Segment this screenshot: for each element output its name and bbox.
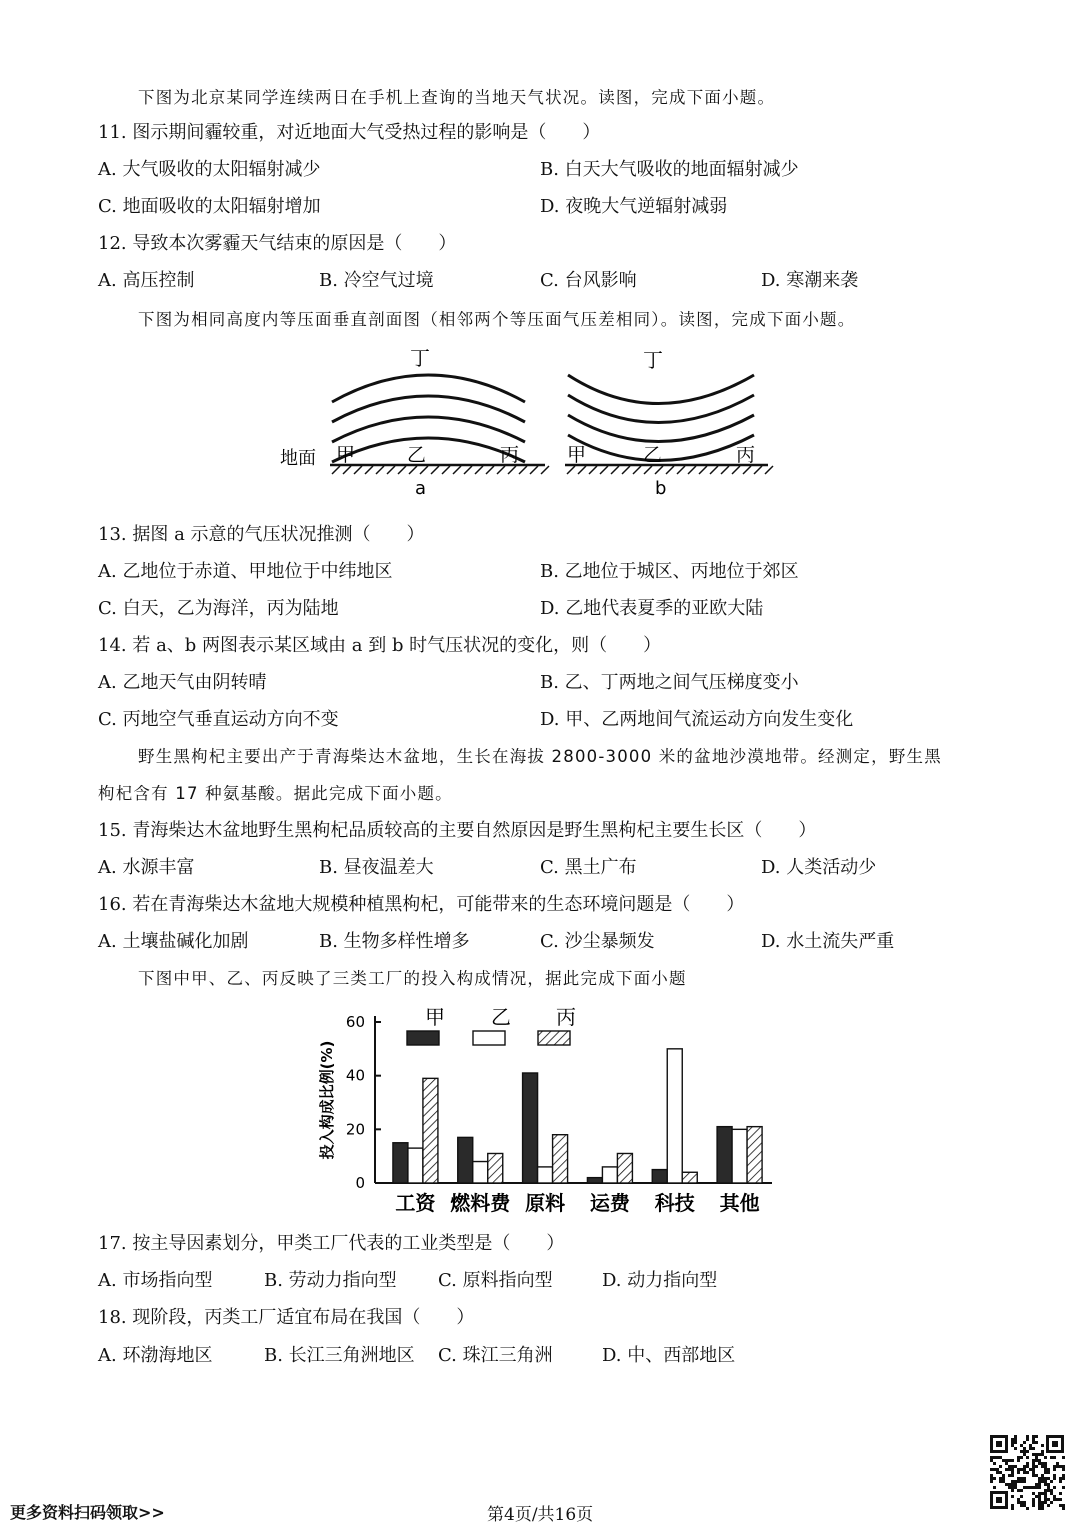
question-16-option-b[interactable]: B. 生物多样性增多 [319, 931, 470, 952]
question-13-option-c[interactable]: C. 白天，乙为海洋，丙为陆地 [98, 598, 339, 619]
label-yi-b: 乙 [643, 444, 663, 466]
question-12-option-c[interactable]: C. 台风影响 [540, 270, 637, 291]
y-axis-label: 投入构成比例(%) [318, 1040, 336, 1160]
question-15-option-d[interactable]: D. 人类活动少 [761, 857, 877, 878]
legend-label-甲: 甲 [425, 1005, 445, 1029]
factory-input-bar-chart [310, 1000, 780, 1225]
y-tick-label: 40 [345, 1066, 365, 1085]
caption-b: b [655, 478, 667, 499]
question-18-option-a[interactable]: A. 环渤海地区 [98, 1345, 213, 1366]
y-tick-label: 20 [345, 1120, 365, 1139]
question-11-stem: 11. 图示期间霾较重，对近地面大气受热过程的影响是（ ） [98, 122, 601, 143]
bar-甲-原料 [523, 1073, 538, 1183]
intro-text-goji-line2: 枸杞含有 17 种氨基酸。据此完成下面小题。 [98, 784, 453, 803]
x-tick-label: 燃料费 [450, 1191, 511, 1215]
footer-more-resources-link[interactable]: 更多资料扫码领取>> [10, 1503, 165, 1522]
question-15-stem: 15. 青海柴达木盆地野生黑枸杞品质较高的主要自然原因是野生黑枸杞主要生长区（ ） [98, 820, 817, 841]
x-tick-label: 科技 [654, 1191, 695, 1215]
question-14-stem: 14. 若 a、b 两图表示某区域由 a 到 b 时气压状况的变化，则（ ） [98, 635, 662, 656]
question-13-stem: 13. 据图 a 示意的气压状况推测（ ） [98, 524, 425, 545]
caption-a: a [415, 478, 427, 499]
question-16-option-a[interactable]: A. 土壤盐碱化加剧 [98, 931, 249, 952]
bar-丙-运费 [617, 1153, 632, 1183]
label-yi-a: 乙 [407, 444, 427, 466]
question-17-stem: 17. 按主导因素划分，甲类工厂代表的工业类型是（ ） [98, 1233, 565, 1254]
question-16-stem: 16. 若在青海柴达木盆地大规模种植黑枸杞，可能带来的生态环境问题是（ ） [98, 894, 745, 915]
label-jia-b: 甲 [567, 444, 587, 466]
question-14-option-a[interactable]: A. 乙地天气由阴转晴 [98, 672, 267, 693]
bar-甲-运费 [587, 1178, 602, 1183]
label-bing-a: 丙 [500, 444, 520, 466]
bar-乙-科技 [667, 1049, 682, 1183]
question-11-option-c[interactable]: C. 地面吸收的太阳辐射增加 [98, 196, 321, 217]
question-15-option-c[interactable]: C. 黑土广布 [540, 857, 637, 878]
legend-label-乙: 乙 [491, 1005, 511, 1029]
question-17-option-c[interactable]: C. 原料指向型 [438, 1270, 553, 1291]
bar-甲-工资 [393, 1143, 408, 1183]
question-14-option-c[interactable]: C. 丙地空气垂直运动方向不变 [98, 709, 339, 730]
question-13-option-a[interactable]: A. 乙地位于赤道、甲地位于中纬地区 [98, 561, 393, 582]
question-11-option-d[interactable]: D. 夜晚大气逆辐射减弱 [540, 196, 728, 217]
y-tick-label: 0 [355, 1174, 365, 1192]
y-tick-label: 60 [345, 1013, 365, 1031]
label-jia-a: 甲 [336, 444, 356, 466]
question-12-stem: 12. 导致本次雾霾天气结束的原因是（ ） [98, 233, 457, 254]
bar-乙-燃料费 [473, 1162, 488, 1183]
question-13-option-b[interactable]: B. 乙地位于城区、丙地位于郊区 [540, 561, 799, 582]
bar-甲-其他 [717, 1127, 732, 1183]
label-ding-b: 丁 [643, 348, 663, 372]
bar-丙-工资 [423, 1078, 438, 1183]
qr-code[interactable] [988, 1433, 1066, 1511]
legend-swatch-甲 [407, 1031, 439, 1045]
bar-乙-原料 [538, 1167, 553, 1183]
bar-丙-其他 [747, 1127, 762, 1183]
x-tick-label: 工资 [395, 1191, 436, 1215]
question-12-option-a[interactable]: A. 高压控制 [98, 270, 195, 291]
x-tick-label: 原料 [525, 1191, 566, 1215]
x-tick-label: 运费 [589, 1191, 630, 1215]
intro-text-isobar: 下图为相同高度内等压面垂直剖面图（相邻两个等压面气压差相同）。读图，完成下面小题。 [138, 310, 856, 329]
bar-甲-科技 [652, 1170, 667, 1183]
question-11-option-a[interactable]: A. 大气吸收的太阳辐射减少 [98, 159, 321, 180]
question-15-option-b[interactable]: B. 昼夜温差大 [319, 857, 434, 878]
question-13-option-d[interactable]: D. 乙地代表夏季的亚欧大陆 [540, 598, 764, 619]
bar-乙-工资 [408, 1148, 423, 1183]
question-16-option-c[interactable]: C. 沙尘暴频发 [540, 931, 655, 952]
question-11-option-b[interactable]: B. 白天大气吸收的地面辐射减少 [540, 159, 799, 180]
question-16-option-d[interactable]: D. 水土流失严重 [761, 931, 895, 952]
question-18-option-b[interactable]: B. 长江三角洲地区 [264, 1345, 415, 1366]
question-12-option-b[interactable]: B. 冷空气过境 [319, 270, 434, 291]
bar-丙-原料 [553, 1135, 568, 1183]
intro-text-weather: 下图为北京某同学连续两日在手机上查询的当地天气状况。读图，完成下面小题。 [138, 88, 776, 107]
ground-label: 地面 [280, 448, 316, 469]
question-14-option-b[interactable]: B. 乙、丁两地之间气压梯度变小 [540, 672, 799, 693]
bar-丙-燃料费 [488, 1153, 503, 1183]
legend-swatch-丙 [538, 1031, 570, 1045]
legend-swatch-乙 [473, 1031, 505, 1045]
question-14-option-d[interactable]: D. 甲、乙两地间气流运动方向发生变化 [540, 709, 854, 730]
bar-甲-燃料费 [458, 1137, 473, 1183]
legend-label-丙: 丙 [556, 1005, 576, 1029]
question-18-option-c[interactable]: C. 珠江三角洲 [438, 1345, 553, 1366]
page-number: 第4页/共16页 [487, 1505, 594, 1525]
bar-乙-运费 [602, 1167, 617, 1183]
intro-text-factory: 下图中甲、乙、丙反映了三类工厂的投入构成情况，据此完成下面小题 [138, 969, 687, 988]
question-17-option-b[interactable]: B. 劳动力指向型 [264, 1270, 397, 1291]
bar-丙-科技 [682, 1172, 697, 1183]
isobar-figure [270, 340, 780, 505]
intro-text-goji-line1: 野生黑枸杞主要出产于青海柴达木盆地，生长在海拔 2800-3000 米的盆地沙漠地带。经测定，野生黑 [138, 747, 942, 766]
question-15-option-a[interactable]: A. 水源丰富 [98, 857, 195, 878]
label-bing-b: 丙 [736, 444, 756, 466]
bar-乙-其他 [732, 1129, 747, 1183]
x-tick-label: 其他 [719, 1191, 760, 1215]
question-18-option-d[interactable]: D. 中、西部地区 [602, 1345, 736, 1366]
label-ding-a: 丁 [410, 346, 430, 370]
question-17-option-d[interactable]: D. 动力指向型 [602, 1270, 718, 1291]
question-12-option-d[interactable]: D. 寒潮来袭 [761, 270, 859, 291]
question-17-option-a[interactable]: A. 市场指向型 [98, 1270, 213, 1291]
question-18-stem: 18. 现阶段，丙类工厂适宜布局在我国（ ） [98, 1307, 475, 1328]
